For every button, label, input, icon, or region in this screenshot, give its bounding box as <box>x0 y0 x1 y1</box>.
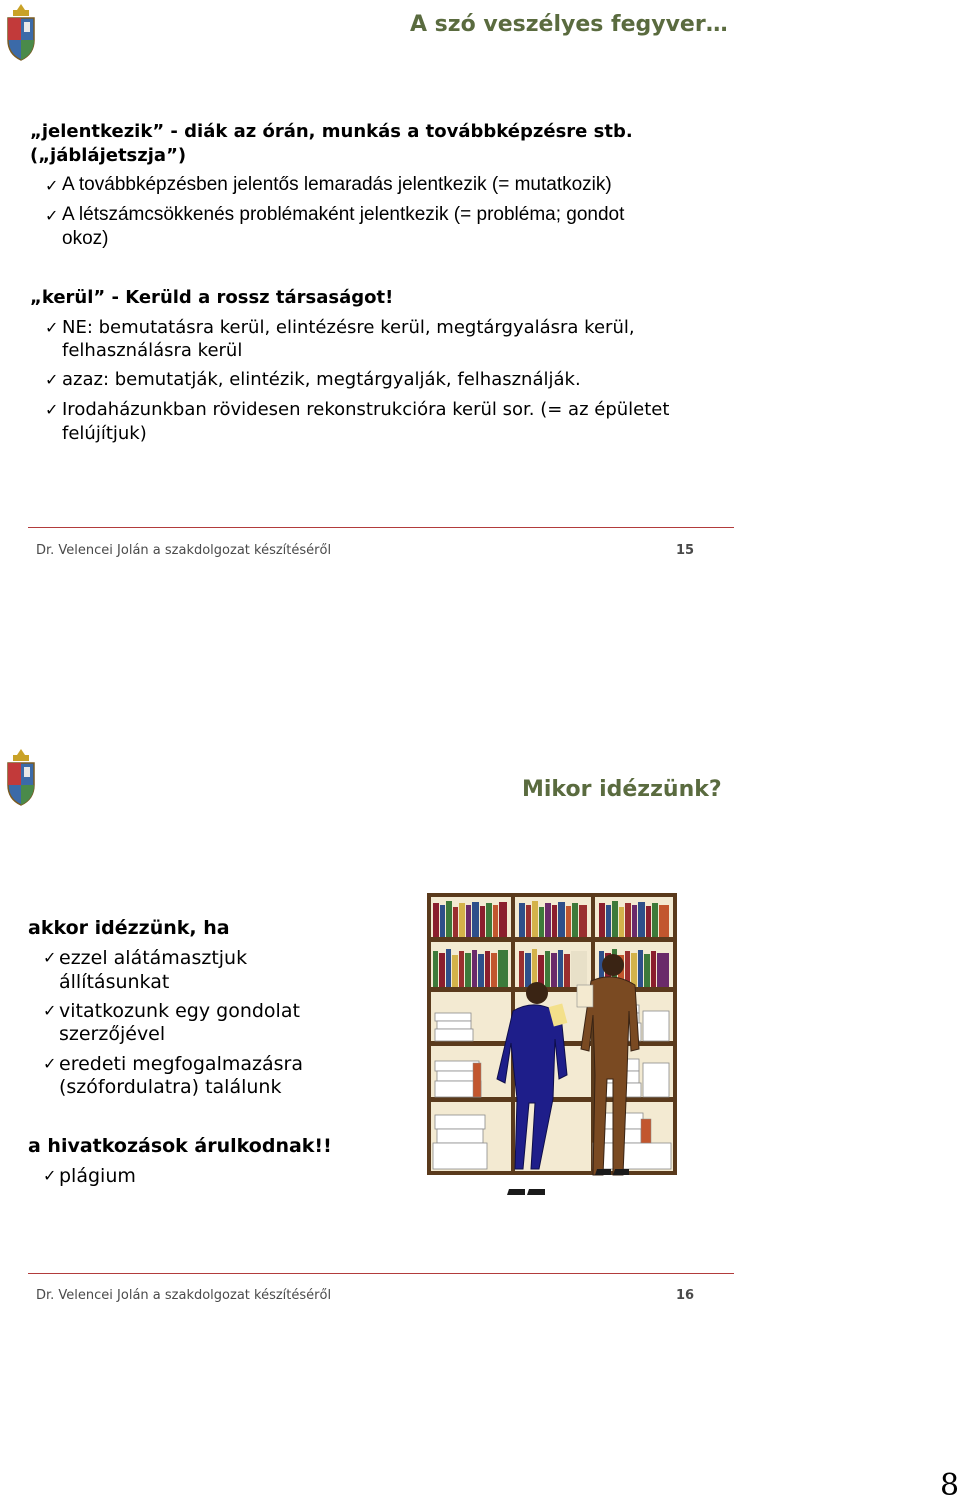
check-icon: ✓ <box>43 948 57 967</box>
bullet-text: azaz: bemutatják, elintézik, megtárgyalják, felhasználják. <box>62 369 581 390</box>
check-icon: ✓ <box>45 176 59 195</box>
check-icon: ✓ <box>45 370 59 389</box>
bullet-text: ezzel alátámasztjuk <box>59 947 248 969</box>
heading-jelentkezik-pronunciation: („jáblájetszja”) <box>30 145 187 166</box>
heading-hivatkozasok: a hivatkozások árulkodnak!! <box>28 1135 332 1157</box>
heading-kerul: „kerül” - Kerüld a rossz társaságot! <box>30 287 394 308</box>
slide-title: A szó veszélyes fegyver… <box>410 12 728 37</box>
footer-rule <box>28 1273 734 1274</box>
bullet-text-cont: felhasználásra kerül <box>62 340 243 361</box>
footer-author: Dr. Velencei Jolán a szakdolgozat készítéséről <box>36 543 332 558</box>
heading-jelentkezik: „jelentkezik” - diák az órán, munkás a továbbképzésre stb. <box>30 121 633 142</box>
bullet-text-cont: felújítjuk) <box>62 423 147 444</box>
check-icon: ✓ <box>43 1054 57 1073</box>
footer-rule <box>28 527 734 528</box>
check-icon: ✓ <box>45 318 59 337</box>
bullet-text: A létszámcsökkenés problémaként jelentkezik (= probléma; gondot <box>62 204 625 225</box>
check-icon: ✓ <box>45 206 59 225</box>
slide-title: Mikor idézzünk? <box>522 777 722 802</box>
university-crest-icon <box>4 2 38 62</box>
bullet-text: Irodaházunkban rövidesen rekonstrukcióra kerül sor. (= az épületet <box>62 399 670 420</box>
page-number: 8 <box>940 1468 960 1503</box>
bullet-text: A továbbképzésben jelentős lemaradás jelentkezik (= mutatkozik) <box>62 174 612 195</box>
bullet-text-cont: állításunkat <box>59 971 170 993</box>
bullet-text-cont: szerzőjével <box>59 1023 166 1045</box>
check-icon: ✓ <box>43 1001 57 1020</box>
check-icon: ✓ <box>45 400 59 419</box>
bullet-text: eredeti megfogalmazásra <box>59 1053 303 1075</box>
bullet-text: plágium <box>59 1165 136 1187</box>
slide-number: 16 <box>676 1288 695 1303</box>
bullet-text-cont: okoz) <box>62 228 109 249</box>
bullet-text-cont: (szófordulatra) találunk <box>59 1076 282 1098</box>
university-crest-icon <box>4 747 38 807</box>
footer-author: Dr. Velencei Jolán a szakdolgozat készítéséről <box>36 1288 332 1303</box>
bullet-text: vitatkozunk egy gondolat <box>59 1000 300 1022</box>
slide-number: 15 <box>676 543 695 558</box>
check-icon: ✓ <box>43 1166 57 1185</box>
heading-idezzunk: akkor idézzünk, ha <box>28 917 230 939</box>
bullet-text: NE: bemutatásra kerül, elintézésre kerül, megtárgyalásra kerül, <box>62 317 635 338</box>
bookshelf-illustration <box>427 893 679 1213</box>
